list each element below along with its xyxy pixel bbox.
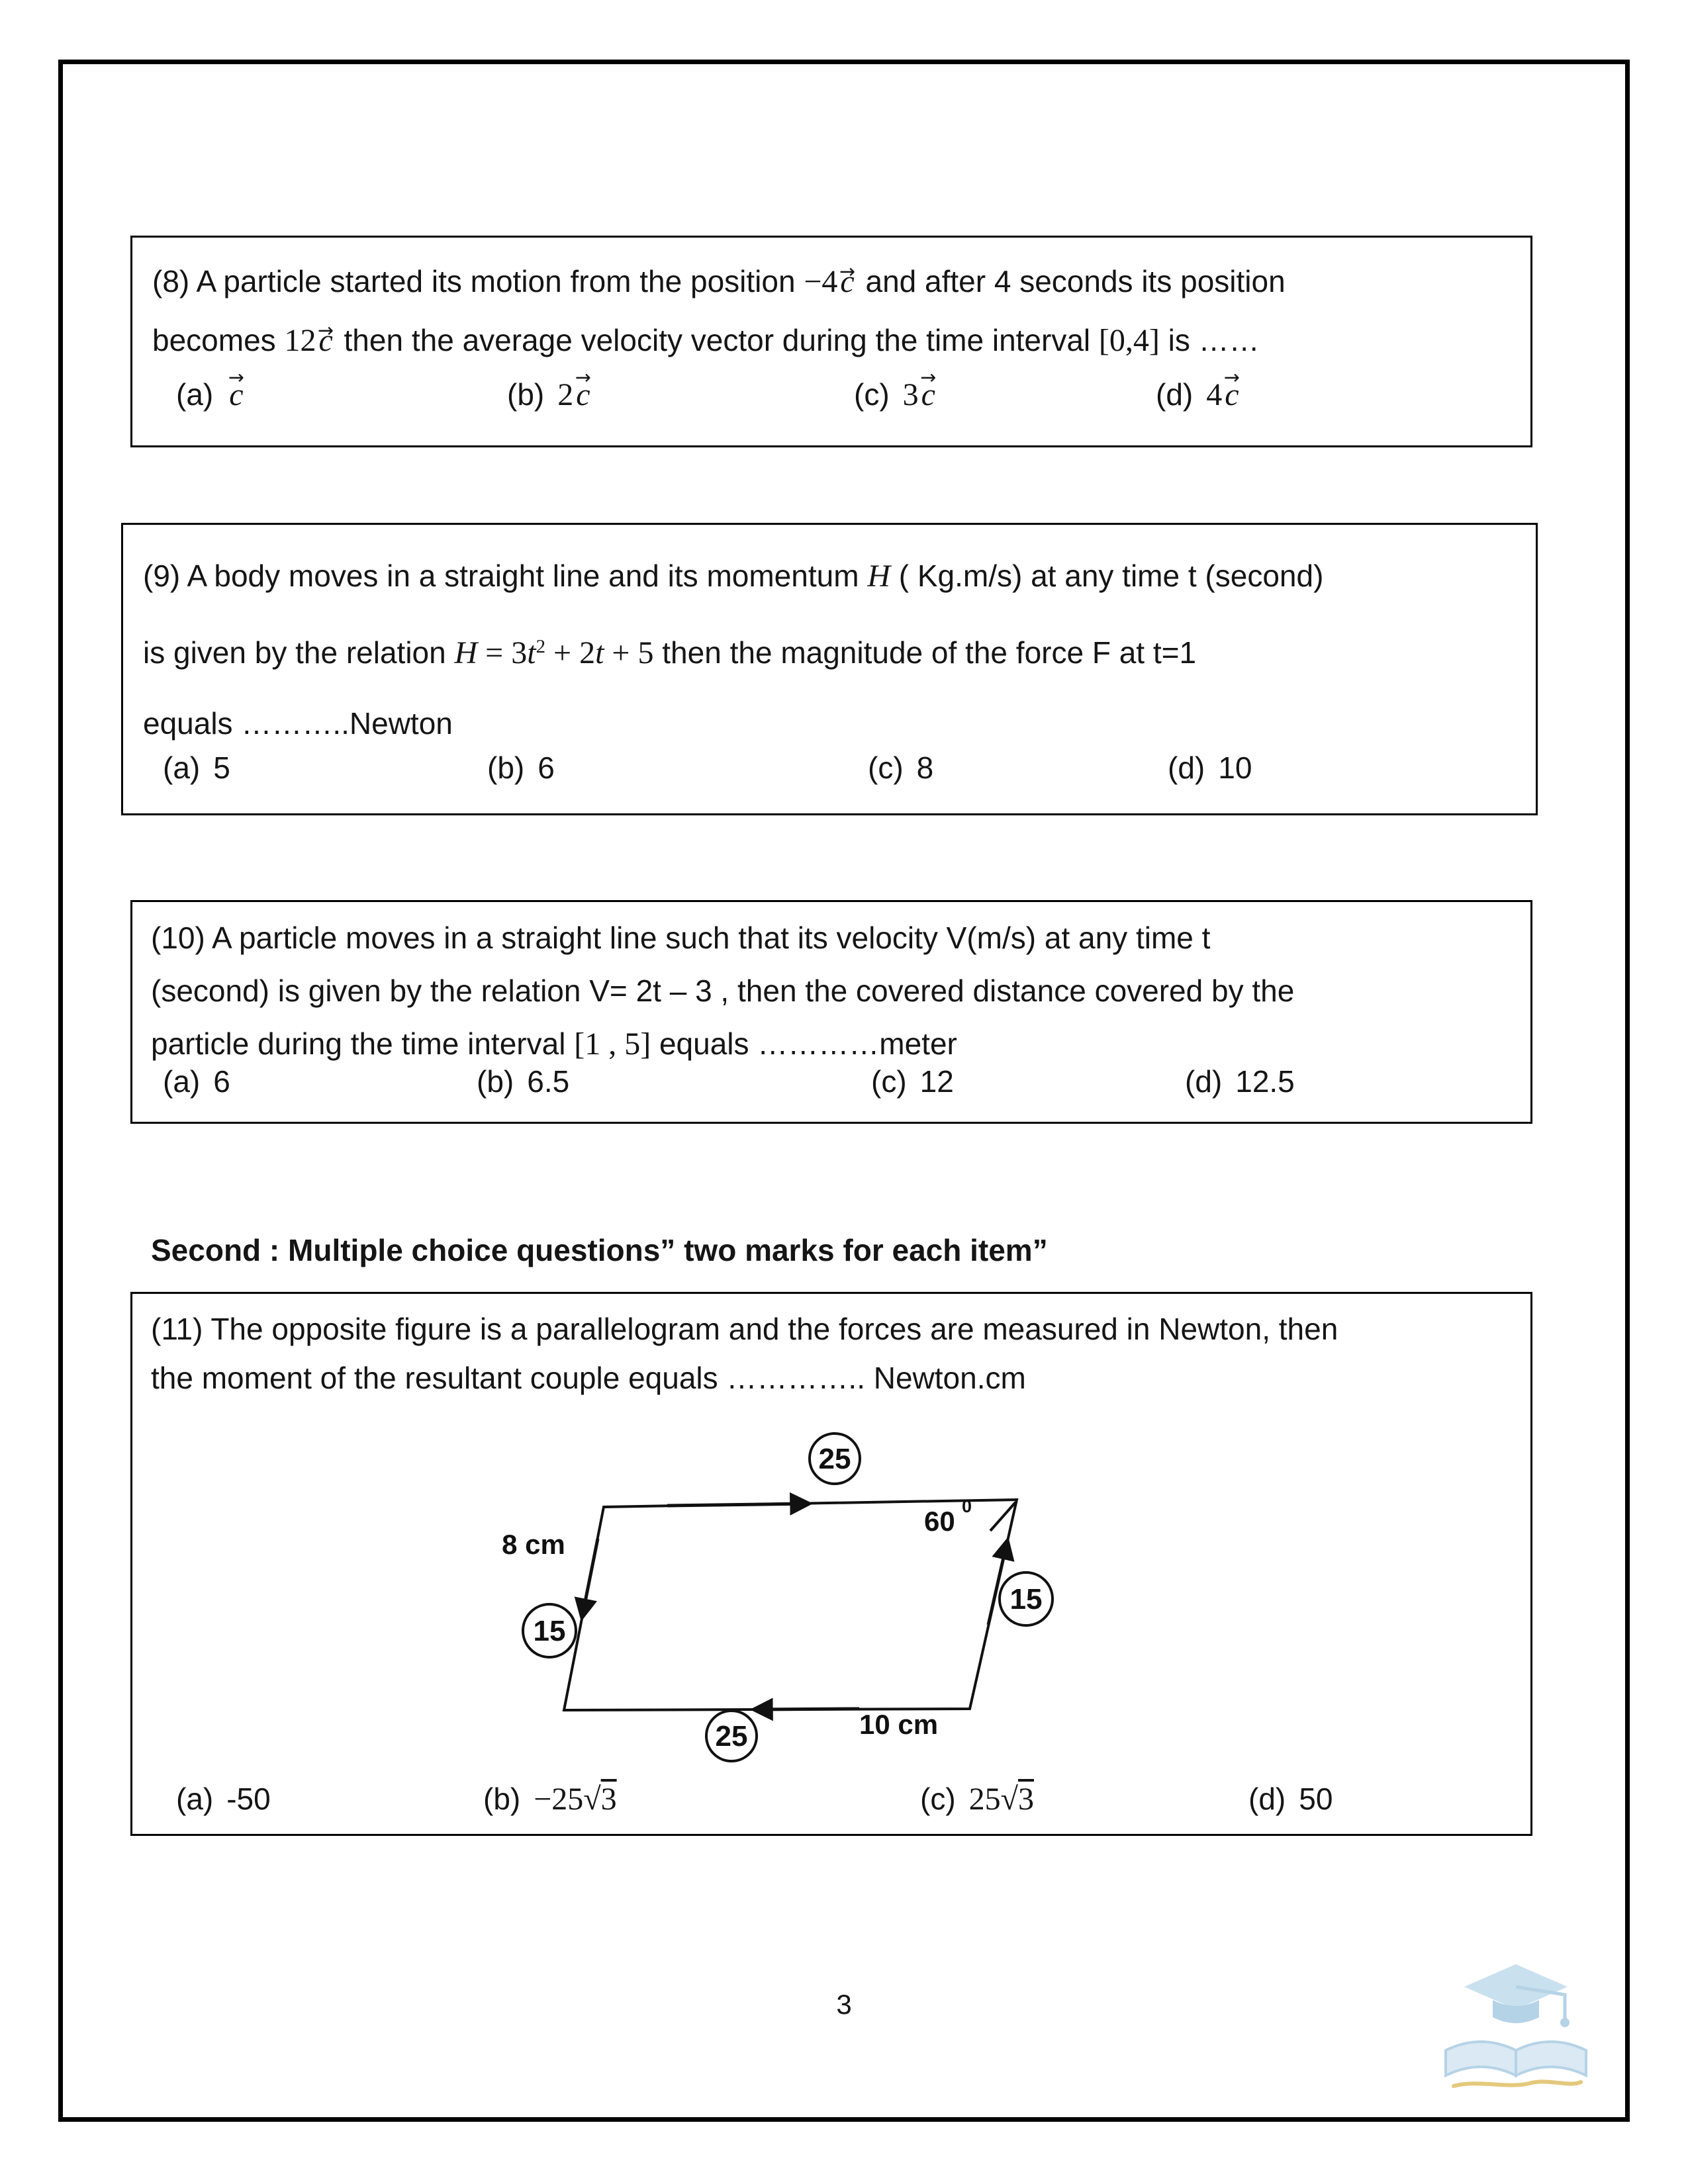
q8-option-c: (c) 3c → [854,377,938,413]
force-top-label: 25 [818,1443,851,1475]
open-book-icon [1446,2042,1586,2075]
q10-option-b: (b) 6.5 [477,1064,570,1099]
q8-line-1: (8) A particle started its motion from the position −4c → and after 4 seconds its position [152,252,1511,311]
section-heading: Second : Multiple choice questions” two marks for each item” [151,1233,1048,1267]
q11-line-1: (11) The opposite figure is a parallelogram and the forces are measured in Newton, then [151,1312,1338,1346]
q10-interval: [1 , 5] [574,1026,651,1062]
force-bottom-label: 25 [715,1720,748,1752]
q8-final-position-math: 12c → [284,323,335,358]
force-right-label: 15 [1009,1583,1043,1615]
vector-c: c → [226,377,246,413]
side-bottom-label: 10 cm [859,1709,939,1740]
q10-line-3: particle during the time interval [1 , 5] equals …………meter [151,1026,957,1062]
q9-option-b: (b) 6 [487,751,555,785]
force-left-label: 15 [533,1615,566,1647]
vector-c: c → [919,377,938,413]
q8-option-a: (a) c → [176,377,246,413]
momentum-symbol: H [867,559,890,594]
wordmark-squiggle [1454,2081,1581,2086]
force-arrow-left [582,1539,598,1618]
q11-option-c: (c) 25√3 [920,1782,1034,1817]
q10-option-d: (d) 12.5 [1185,1064,1295,1099]
radical-sign: √ [1000,1782,1018,1817]
question-9-box [121,523,1538,815]
q9-line-3: equals ………..Newton [143,705,453,741]
q10-line-2: (second) is given by the relation V= 2t – 3 , then the covered distance covered by the [151,974,1295,1008]
q11-line-2: the moment of the resultant couple equals ………….. Newton.cm [151,1361,1026,1395]
watermark-logo [1430,1952,1602,2091]
vector-c: c → [837,253,857,311]
q8-line1-text: (8) A particle started its motion from the position [152,264,804,298]
side-left-label: 8 cm [502,1529,565,1560]
q8-line-2: becomes 12c → then the average velocity vector during the time interval [0,4] is …… [152,311,1511,370]
q9-line-2: is given by the relation $H = 3t^2 + 2t + 5$ then the magnitude of the force F at t=1 [143,635,1197,670]
angle-label: 60 [924,1506,955,1537]
vector-c: c → [1222,377,1241,413]
vector-c: c → [573,377,592,413]
exponent: 2 [536,636,545,657]
angle-degree-sup: 0 [962,1496,972,1516]
q9-option-a: (a) 5 [163,751,230,785]
question-10-box [130,900,1532,1124]
graduation-cap-icon [1464,1964,1570,2027]
q11-option-a: (a) -50 [176,1782,271,1816]
q9-line-1: (9) A body moves in a straight line and its momentum H ( Kg.m/s) at any time t (second) [143,559,1324,594]
radical-sign: √ [583,1782,601,1817]
q8-interval: [0,4] [1098,323,1160,358]
vector-c: c → [316,312,335,370]
q8-option-d: (d) 4c → [1156,377,1242,413]
page-number: 3 [836,1989,852,2020]
question-11-box [130,1292,1532,1836]
q10-line-1: (10) A particle moves in a straight line such that its velocity V(m/s) at any time t [151,921,1211,955]
q9-option-d: (d) 10 [1168,751,1252,785]
question-8-box [130,236,1532,447]
q11-option-b: (b) −25√3 [483,1782,617,1817]
q9-option-c: (c) 8 [868,751,934,785]
q8-option-b: (b) 2c → [507,377,593,413]
q8-initial-position-math: −4c → [804,264,857,299]
momentum-formula: $H = 3t^2 + 2t + 5$ [454,635,654,670]
q10-option-c: (c) 12 [871,1064,954,1099]
q10-option-a: (a) 6 [163,1064,230,1099]
parallelogram-diagram [449,1393,1177,1790]
force-arrow-top [667,1504,810,1506]
q11-option-d: (d) 50 [1248,1782,1333,1816]
